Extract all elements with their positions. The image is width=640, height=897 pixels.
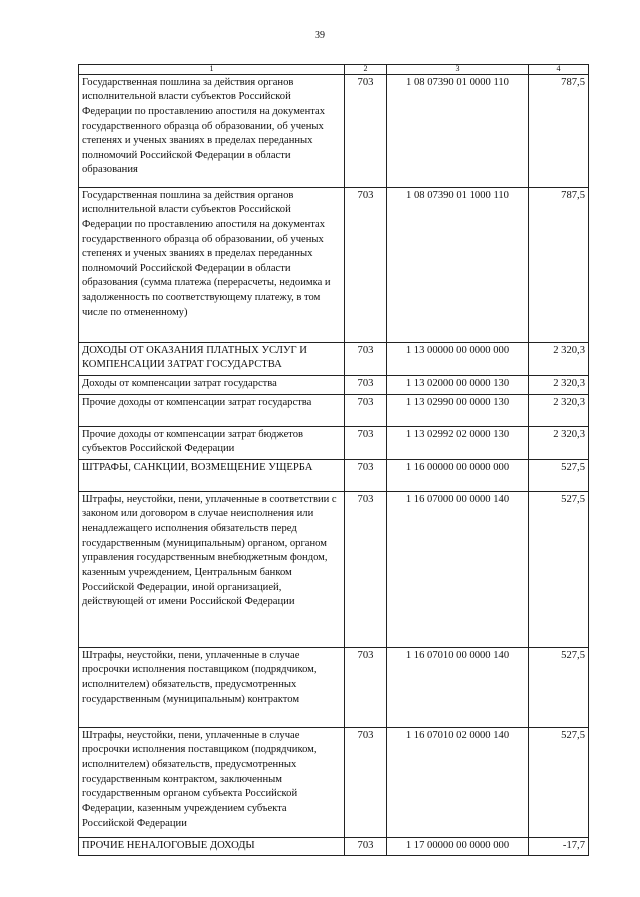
row-admin-code: 703 xyxy=(345,342,387,375)
row-admin-code: 703 xyxy=(345,376,387,395)
row-amount: 527,5 xyxy=(529,491,589,647)
row-amount: 2 320,3 xyxy=(529,342,589,375)
table-row xyxy=(79,491,589,647)
row-amount: 787,5 xyxy=(529,187,589,342)
row-name: ДОХОДЫ ОТ ОКАЗАНИЯ ПЛАТНЫХ УСЛУГ И КОМПЕНСАЦИИ ЗАТРАТ ГОСУДАРСТВА xyxy=(79,342,345,375)
table-row xyxy=(79,426,589,459)
header-col-1: 1 xyxy=(79,65,345,75)
row-name: Доходы от компенсации затрат государства xyxy=(79,376,345,395)
row-budget-code: 1 13 02000 00 0000 130 xyxy=(387,376,529,395)
row-amount: 787,5 xyxy=(529,74,589,187)
row-name: Штрафы, неустойки, пени, уплаченные в соответствии с законом или договором в случае неисполнения или ненадлежащего исполнения обязательств перед государственным (муниципальным) органом, органом управления государственным внебюджетным фондом, казенным учреждением, Центральным банком Российской Федерации, иной организацией, действующей от имени Российской Федерации xyxy=(79,491,345,647)
row-admin-code: 703 xyxy=(345,426,387,459)
row-amount: 527,5 xyxy=(529,459,589,491)
row-budget-code: 1 17 00000 00 0000 000 xyxy=(387,837,529,856)
page-number: 39 xyxy=(315,30,325,41)
row-name: Прочие доходы от компенсации затрат бюджетов субъектов Российской Федерации xyxy=(79,426,345,459)
header-col-4: 4 xyxy=(529,65,589,75)
row-name: Штрафы, неустойки, пени, уплаченные в случае просрочки исполнения поставщиком (подрядчиком, исполнителем) обязательств, предусмотренных государственным контрактом, заключенным государственным органом субъекта Российской Федерации, казенным учреждением субъекта Российской Федерации xyxy=(79,727,345,837)
row-budget-code: 1 13 02992 02 0000 130 xyxy=(387,426,529,459)
table-row xyxy=(79,459,589,491)
row-budget-code: 1 16 07010 02 0000 140 xyxy=(387,727,529,837)
row-admin-code: 703 xyxy=(345,837,387,856)
table-row xyxy=(79,727,589,837)
row-amount: -17,7 xyxy=(529,837,589,856)
row-amount: 527,5 xyxy=(529,727,589,837)
row-admin-code: 703 xyxy=(345,74,387,187)
header-col-3: 3 xyxy=(387,65,529,75)
row-admin-code: 703 xyxy=(345,727,387,837)
table-row xyxy=(79,74,589,187)
table-row xyxy=(79,376,589,395)
row-budget-code: 1 08 07390 01 0000 110 xyxy=(387,74,529,187)
table-row xyxy=(79,837,589,856)
table-header xyxy=(79,65,589,75)
table-row xyxy=(79,342,589,375)
revenue-table xyxy=(78,64,589,856)
row-budget-code: 1 16 07000 00 0000 140 xyxy=(387,491,529,647)
row-name: Государственная пошлина за действия органов исполнительной власти субъектов Российской Федерации по проставлению апостиля на документах государственного образца об образовании, об ученых степенях и ученых званиях в пределах переданных полномочий Российской Федерации в области образования (сумма платежа (перерасчеты, недоимка и задолженность по соответствующему платежу, в том числе по отмененному) xyxy=(79,187,345,342)
row-admin-code: 703 xyxy=(345,187,387,342)
table-row xyxy=(79,394,589,426)
row-budget-code: 1 16 07010 00 0000 140 xyxy=(387,647,529,727)
row-amount: 2 320,3 xyxy=(529,426,589,459)
row-budget-code: 1 13 02990 00 0000 130 xyxy=(387,394,529,426)
row-budget-code: 1 16 00000 00 0000 000 xyxy=(387,459,529,491)
row-amount: 527,5 xyxy=(529,647,589,727)
row-admin-code: 703 xyxy=(345,491,387,647)
row-amount: 2 320,3 xyxy=(529,376,589,395)
table-row xyxy=(79,647,589,727)
row-budget-code: 1 13 00000 00 0000 000 xyxy=(387,342,529,375)
row-budget-code: 1 08 07390 01 1000 110 xyxy=(387,187,529,342)
row-admin-code: 703 xyxy=(345,459,387,491)
table-row xyxy=(79,187,589,342)
row-admin-code: 703 xyxy=(345,647,387,727)
row-admin-code: 703 xyxy=(345,394,387,426)
row-name: Государственная пошлина за действия органов исполнительной власти субъектов Российской Федерации по проставлению апостиля на документах государственного образца об образовании, об ученых степенях и ученых званиях в пределах переданных полномочий Российской Федерации в области образования xyxy=(79,74,345,187)
row-name: Штрафы, неустойки, пени, уплаченные в случае просрочки исполнения поставщиком (подрядчиком, исполнителем) обязательств, предусмотренных государственным (муниципальным) контрактом xyxy=(79,647,345,727)
row-name: ШТРАФЫ, САНКЦИИ, ВОЗМЕЩЕНИЕ УЩЕРБА xyxy=(79,459,345,491)
row-name: ПРОЧИЕ НЕНАЛОГОВЫЕ ДОХОДЫ xyxy=(79,837,345,856)
row-amount: 2 320,3 xyxy=(529,394,589,426)
row-name: Прочие доходы от компенсации затрат государства xyxy=(79,394,345,426)
header-col-2: 2 xyxy=(345,65,387,75)
table-body xyxy=(79,74,589,856)
